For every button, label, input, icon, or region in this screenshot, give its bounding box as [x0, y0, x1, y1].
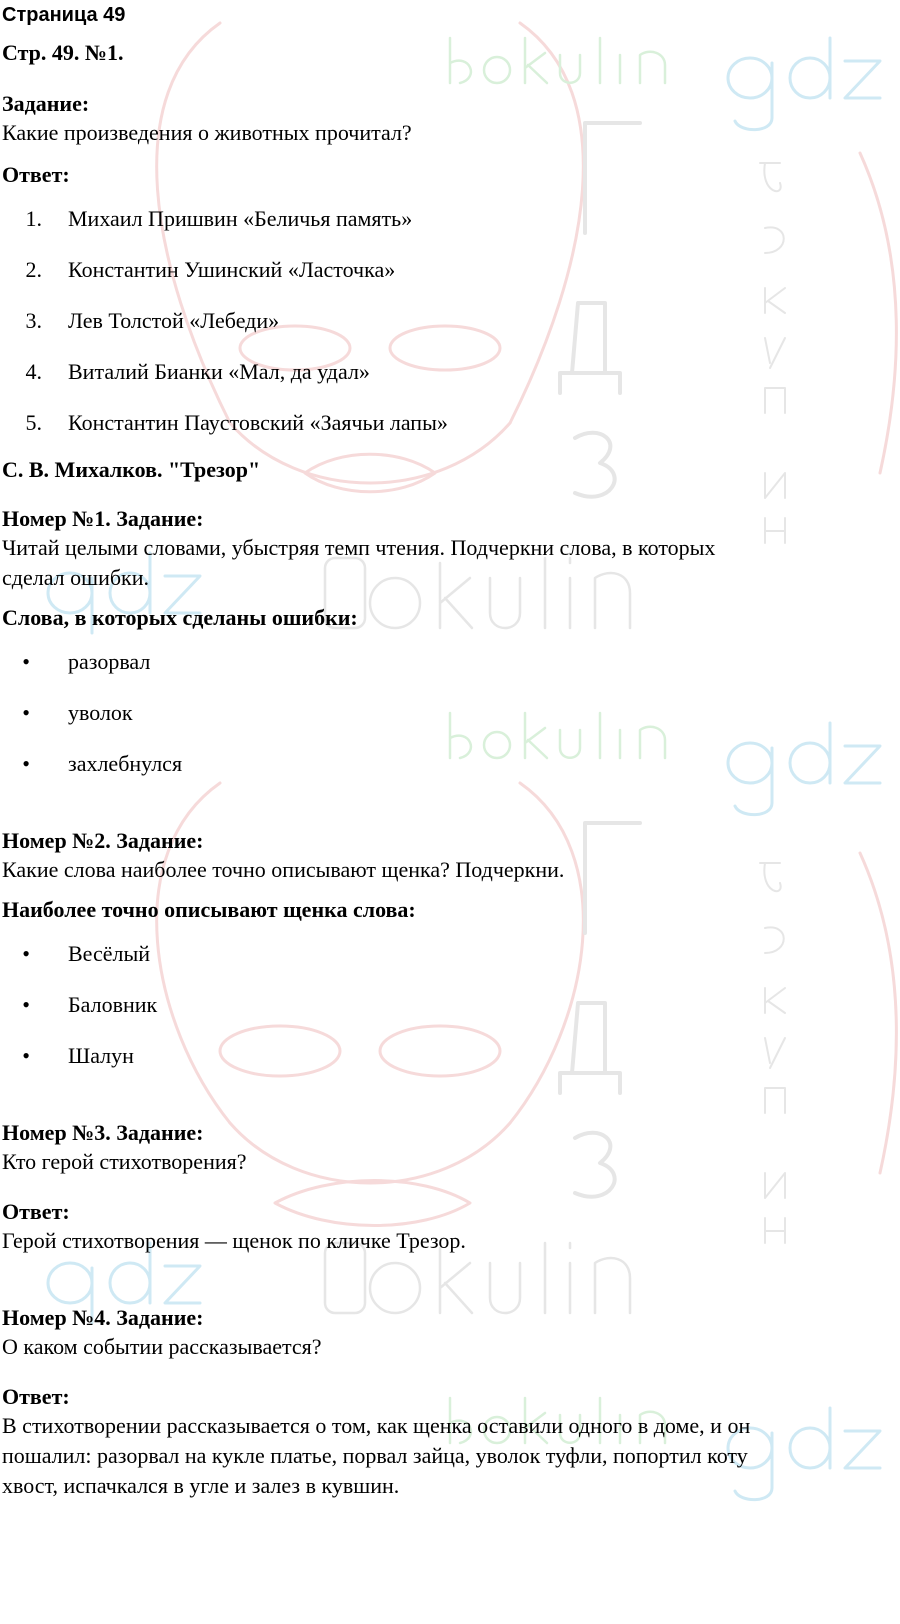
list-item [2, 990, 900, 1020]
list-item-text: Шалун [68, 1043, 134, 1068]
task3-answer-label: Ответ: [2, 1199, 70, 1224]
task3-title: Номер №3. Задание: [2, 1120, 204, 1145]
list-item [2, 306, 900, 336]
list-item [2, 408, 900, 438]
list-item-number: 4. [25, 359, 42, 384]
document-content [0, 3, 900, 1501]
answer-list [2, 204, 900, 438]
answer-label: Ответ: [2, 162, 70, 187]
list-item-number: 2. [25, 257, 42, 282]
list-item [2, 204, 900, 234]
list-item-text: захлебнулся [68, 751, 183, 776]
list-item-number: 1. [25, 206, 42, 231]
task3-answer-text: Герой стихотворения — щенок по кличке Трезор. [2, 1228, 466, 1253]
list-item-text: разорвал [68, 649, 151, 674]
task1-answer-label: Слова, в которых сделаны ошибки: [2, 605, 358, 630]
page-header: Страница 49 [2, 4, 126, 26]
list-item-text: Баловник [68, 992, 158, 1017]
task4-answer-label: Ответ: [2, 1384, 70, 1409]
task1-text-line1: Читай целыми словами, убыстряя темп чтения. Подчеркни слова, в которых [2, 535, 716, 560]
list-item [2, 647, 900, 677]
list-item [2, 255, 900, 285]
list-item [2, 749, 900, 779]
task4-answer-line1: В стихотворении рассказывается о том, как щенка оставили одного в доме, и он [2, 1413, 751, 1438]
bullet-icon: • [22, 649, 30, 674]
task1-title: Номер №1. Задание: [2, 506, 204, 531]
section2-title: С. В. Михалков. "Трезор" [2, 457, 261, 482]
task2-text: Какие слова наиболее точно описывают щенка? Подчеркни. [2, 857, 565, 882]
list-item [2, 357, 900, 387]
task2-answer-label: Наиболее точно описывают щенка слова: [2, 897, 416, 922]
task3-text: Кто герой стихотворения? [2, 1149, 247, 1174]
task-text: Какие произведения о животных прочитал? [2, 120, 412, 145]
task4-title: Номер №4. Задание: [2, 1305, 204, 1330]
list-item [2, 698, 900, 728]
task4-text: О каком событии рассказывается? [2, 1334, 322, 1359]
task1-bullet-list [2, 647, 900, 779]
bullet-icon: • [22, 941, 30, 966]
bullet-icon: • [22, 700, 30, 725]
task-label: Задание: [2, 91, 90, 116]
list-item [2, 939, 900, 969]
list-item [2, 1041, 900, 1071]
section-title: Стр. 49. №1. [2, 40, 124, 65]
list-item-text: уволок [68, 700, 133, 725]
task4-answer-line2: пошалил: разорвал на кукле платье, порвал зайца, уволок туфли, попортил коту [2, 1443, 748, 1468]
task2-title: Номер №2. Задание: [2, 828, 204, 853]
list-item-text: Лев Толстой «Лебеди» [68, 308, 280, 333]
list-item-text: Весёлый [68, 941, 151, 966]
list-item-text: Константин Ушинский «Ласточка» [68, 257, 396, 282]
list-item-number: 3. [25, 308, 42, 333]
bullet-icon: • [22, 1043, 30, 1068]
list-item-text: Виталий Бианки «Мал, да удал» [68, 359, 370, 384]
list-item-text: Михаил Пришвин «Беличья память» [68, 206, 413, 231]
task2-bullet-list [2, 939, 900, 1071]
list-item-number: 5. [25, 410, 42, 435]
bullet-icon: • [22, 992, 30, 1017]
task4-answer-line3: хвост, испачкался в угле и залез в кувшин. [2, 1473, 400, 1498]
task1-text-line2: сделал ошибки. [2, 565, 150, 590]
bullet-icon: • [22, 751, 30, 776]
list-item-text: Константин Паустовский «Заячьи лапы» [68, 410, 448, 435]
